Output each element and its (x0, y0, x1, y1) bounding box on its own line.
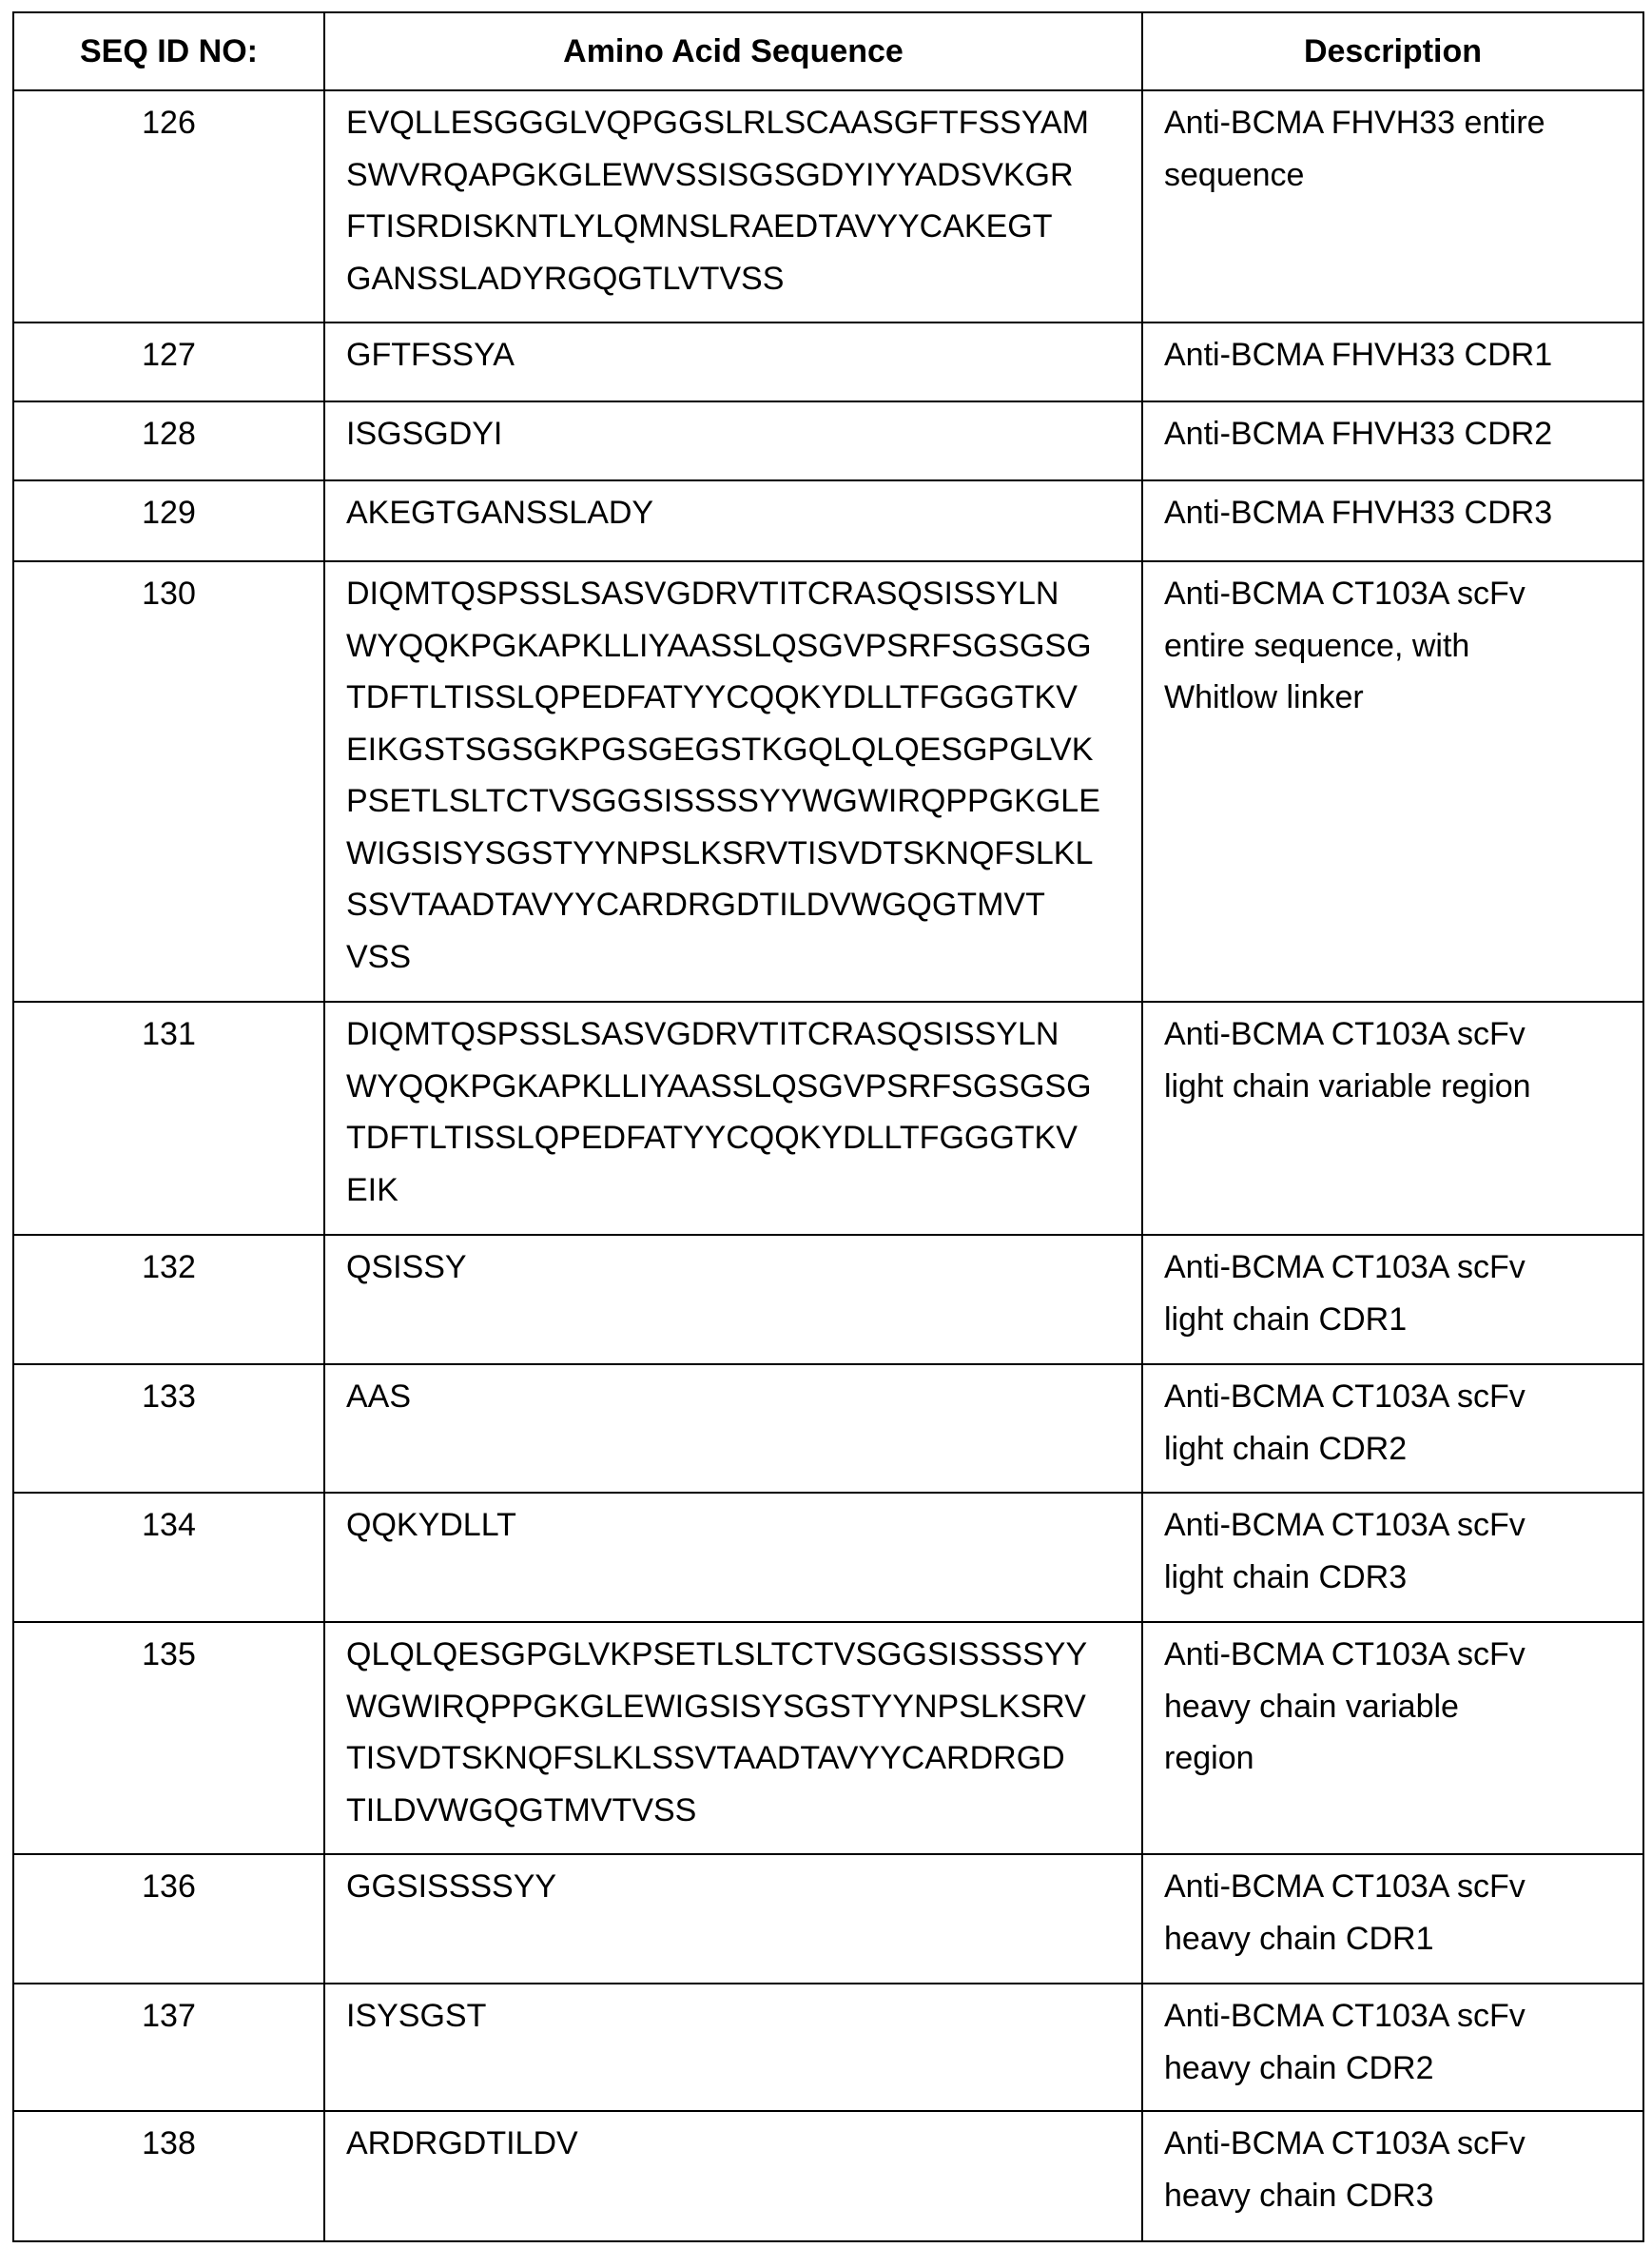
description-line: Whitlow linker (1164, 672, 1623, 724)
description-line: Anti-BCMA CT103A scFv (1164, 1371, 1623, 1423)
seq-id-cell: 138 (13, 2111, 324, 2241)
description-cell (1142, 1984, 1643, 2111)
header-description: Description (1142, 12, 1643, 90)
description-line: light chain variable region (1164, 1061, 1623, 1113)
table-row (13, 1235, 1643, 1364)
sequence-line: WYQQKPGKAPKLLIYAASSLQSGVPSRFSGSGSG (346, 620, 1122, 673)
sequence-line: TISVDTSKNQFSLKLSSVTAADTAVYYCARDRGD (346, 1732, 1122, 1785)
description-line: Anti-BCMA CT103A scFv (1164, 1861, 1623, 1913)
description-line: light chain CDR1 (1164, 1294, 1623, 1346)
description-line: heavy chain CDR1 (1164, 1913, 1623, 1965)
seq-id-cell: 131 (13, 1002, 324, 1235)
sequence-cell (324, 561, 1142, 1002)
sequence-line: QLQLQESGPGLVKPSETLSLTCTVSGGSISSSSYY (346, 1629, 1122, 1681)
sequence-line: TDFTLTISSLQPEDFATYYCQQKYDLLTFGGGTKV (346, 1112, 1122, 1164)
description-line: Anti-BCMA FHVH33 CDR3 (1164, 487, 1623, 539)
description-line: light chain CDR3 (1164, 1552, 1623, 1604)
description-line: Anti-BCMA CT103A scFv (1164, 1008, 1623, 1061)
sequence-line: AKEGTGANSSLADY (346, 487, 1122, 539)
seq-id-cell: 132 (13, 1235, 324, 1364)
sequence-line: FTISRDISKNTLYLQMNSLRAEDTAVYYCAKEGT (346, 201, 1122, 253)
sequence-line: TDFTLTISSLQPEDFATYYCQQKYDLLTFGGGTKV (346, 672, 1122, 724)
table-row (13, 1984, 1643, 2111)
header-seq-id: SEQ ID NO: (13, 12, 324, 90)
sequence-cell (324, 323, 1142, 401)
description-cell (1142, 480, 1643, 561)
sequence-line: WYQQKPGKAPKLLIYAASSLQSGVPSRFSGSGSG (346, 1061, 1122, 1113)
sequence-line: EIK (346, 1164, 1122, 1217)
description-line: heavy chain CDR2 (1164, 2043, 1623, 2095)
description-cell (1142, 561, 1643, 1002)
sequence-line: ISYSGST (346, 1990, 1122, 2043)
description-cell (1142, 2111, 1643, 2241)
description-line: Anti-BCMA CT103A scFv (1164, 1990, 1623, 2043)
seq-id-cell: 135 (13, 1622, 324, 1854)
description-line: Anti-BCMA CT103A scFv (1164, 1499, 1623, 1552)
description-line: Anti-BCMA FHVH33 CDR1 (1164, 329, 1623, 381)
sequence-line: SSVTAADTAVYYCARDRGDTILDVWGQGTMVT (346, 879, 1122, 931)
table-row (13, 90, 1643, 323)
sequence-cell (324, 2111, 1142, 2241)
sequence-line: WIGSISYSGSTYYNPSLKSRVTISVDTSKNQFSLKL (346, 828, 1122, 880)
table-row (13, 323, 1643, 401)
table-row (13, 1493, 1643, 1622)
seq-id-cell: 127 (13, 323, 324, 401)
table-row (13, 1854, 1643, 1984)
description-line: entire sequence, with (1164, 620, 1623, 673)
sequence-line: ARDRGDTILDV (346, 2118, 1122, 2170)
seq-id-cell: 136 (13, 1854, 324, 1984)
sequence-line: ISGSGDYI (346, 408, 1122, 460)
sequence-line: WGWIRQPPGKGLEWIGSISYSGSTYYNPSLKSRV (346, 1681, 1122, 1733)
sequence-cell (324, 1984, 1142, 2111)
sequence-cell (324, 1235, 1142, 1364)
table-row (13, 1622, 1643, 1854)
sequence-line: VSS (346, 931, 1122, 984)
seq-id-cell: 130 (13, 561, 324, 1002)
sequence-cell (324, 1364, 1142, 1493)
table-row (13, 2111, 1643, 2241)
sequence-cell (324, 1622, 1142, 1854)
sequence-line: SWVRQAPGKGLEWVSSISGSGDYIYYADSVKGR (346, 149, 1122, 202)
table-row (13, 480, 1643, 561)
header-row (13, 12, 1643, 90)
sequence-cell (324, 90, 1142, 323)
table-row (13, 401, 1643, 480)
sequence-line: TILDVWGQGTMVTVSS (346, 1785, 1122, 1837)
description-line: heavy chain CDR3 (1164, 2170, 1623, 2222)
header-sequence: Amino Acid Sequence (324, 12, 1142, 90)
sequence-line: QQKYDLLT (346, 1499, 1122, 1552)
description-line: Anti-BCMA FHVH33 CDR2 (1164, 408, 1623, 460)
sequence-table (12, 11, 1644, 2242)
description-cell (1142, 90, 1643, 323)
seq-id-cell: 126 (13, 90, 324, 323)
seq-id-cell: 137 (13, 1984, 324, 2111)
description-line: Anti-BCMA CT103A scFv (1164, 568, 1623, 620)
description-line: region (1164, 1732, 1623, 1785)
table-row (13, 561, 1643, 1002)
sequence-cell (324, 1493, 1142, 1622)
seq-id-cell: 134 (13, 1493, 324, 1622)
description-line: sequence (1164, 149, 1623, 202)
seq-id-cell: 133 (13, 1364, 324, 1493)
table-row (13, 1002, 1643, 1235)
description-line: heavy chain variable (1164, 1681, 1623, 1733)
description-cell (1142, 1002, 1643, 1235)
description-cell (1142, 401, 1643, 480)
sequence-cell (324, 480, 1142, 561)
description-line: Anti-BCMA CT103A scFv (1164, 1629, 1623, 1681)
description-line: Anti-BCMA FHVH33 entire (1164, 97, 1623, 149)
description-cell (1142, 1854, 1643, 1984)
sequence-cell (324, 1002, 1142, 1235)
description-line: Anti-BCMA CT103A scFv (1164, 2118, 1623, 2170)
description-cell (1142, 1364, 1643, 1493)
sequence-line: GANSSLADYRGQGTLVTVSS (346, 253, 1122, 305)
description-line: Anti-BCMA CT103A scFv (1164, 1241, 1623, 1294)
sequence-line: PSETLSLTCTVSGGSISSSSYYWGWIRQPPGKGLE (346, 775, 1122, 828)
seq-id-cell: 128 (13, 401, 324, 480)
sequence-line: DIQMTQSPSSLSASVGDRVTITCRASQSISSYLN (346, 568, 1122, 620)
sequence-line: EVQLLESGGGLVQPGGSLRLSCAASGFTFSSYAM (346, 97, 1122, 149)
sequence-cell (324, 1854, 1142, 1984)
table-row (13, 1364, 1643, 1493)
description-cell (1142, 323, 1643, 401)
sequence-line: GFTFSSYA (346, 329, 1122, 381)
sequence-line: EIKGSTSGSGKPGSGEGSTKGQLQLQESGPGLVK (346, 724, 1122, 776)
sequence-line: QSISSY (346, 1241, 1122, 1294)
sequence-line: DIQMTQSPSSLSASVGDRVTITCRASQSISSYLN (346, 1008, 1122, 1061)
sequence-cell (324, 401, 1142, 480)
description-cell (1142, 1235, 1643, 1364)
description-line: light chain CDR2 (1164, 1423, 1623, 1476)
seq-id-cell: 129 (13, 480, 324, 561)
sequence-line: AAS (346, 1371, 1122, 1423)
sequence-line: GGSISSSSYY (346, 1861, 1122, 1913)
description-cell (1142, 1493, 1643, 1622)
description-cell (1142, 1622, 1643, 1854)
